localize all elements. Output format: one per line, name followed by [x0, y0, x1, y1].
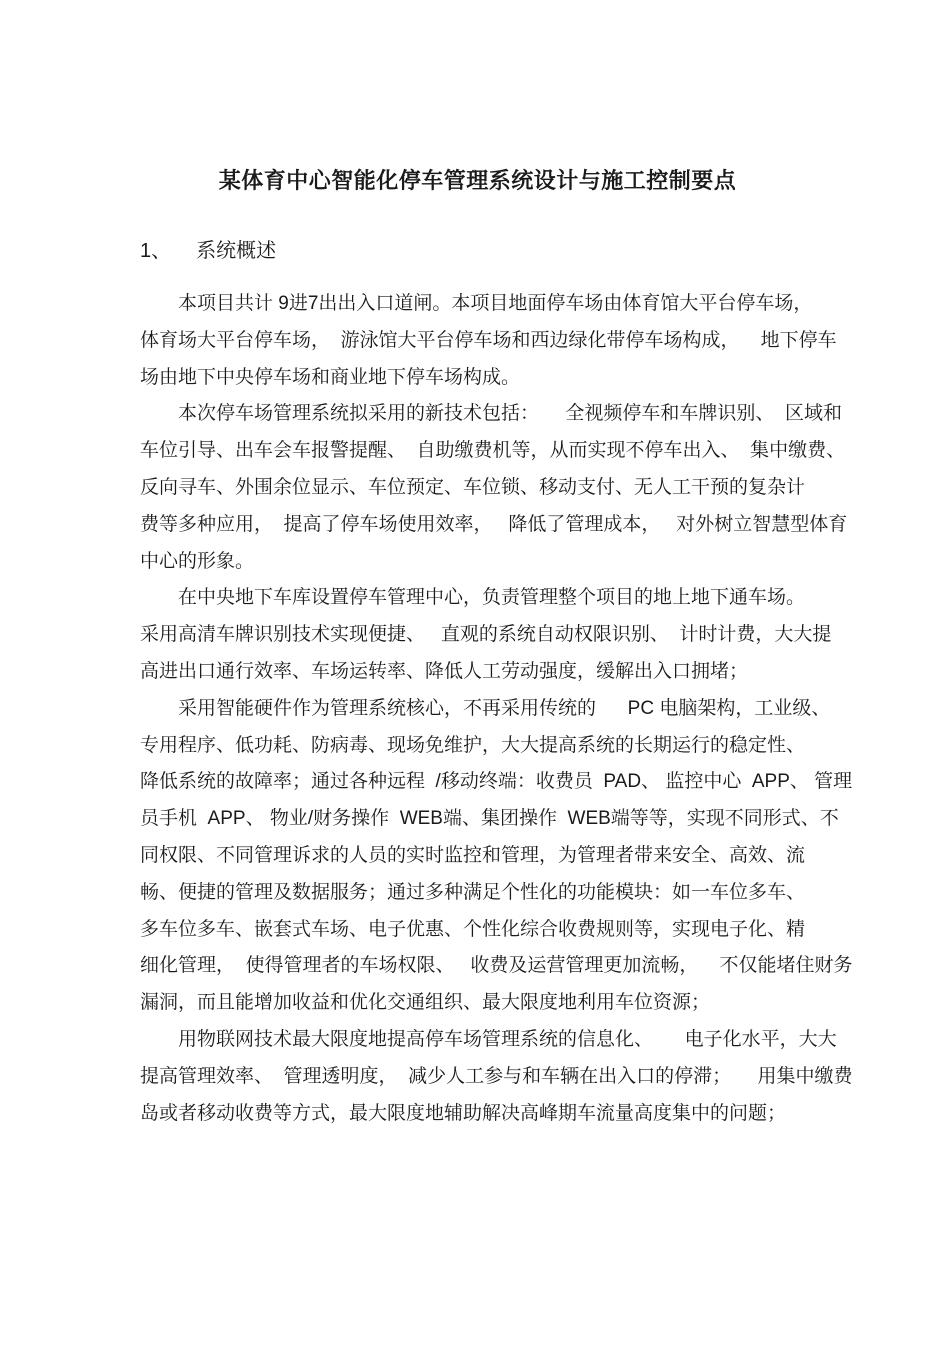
section-heading-text: 系统概述 — [196, 240, 277, 262]
text-line: 采用智能硬件作为管理系统核心，不再采用传统的 PC 电脑架构，工业级、 — [178, 697, 831, 719]
document-content — [140, 0, 853, 1132]
text-line: 细化管理， 使得管理者的车场权限、 收费及运营管理更加流畅， 不仅能堵住财务 — [140, 955, 853, 977]
paragraph — [140, 396, 848, 580]
paragraph — [140, 286, 837, 396]
text-line: 采用高清车牌识别技术实现便捷、 直观的系统自动权限识别、 计时计费，大大提 — [140, 624, 832, 646]
text-line: 反向寻车、外围余位显示、车位预定、车位锁、移动支付、无人工干预的复杂计 — [140, 476, 806, 498]
text-line: 中心的形象。 — [140, 550, 255, 572]
text-line: 同权限、不同管理诉求的人员的实时监控和管理，为管理者带来安全、高效、流 — [140, 844, 806, 866]
text-line: 车位引导、出车会车报警提醒、 自助缴费机等，从而实现不停车出入、 集中缴费、 — [140, 440, 846, 462]
text-line: 体育场大平台停车场， 游泳馆大平台停车场和西边绿化带停车场构成， 地下停车 — [140, 329, 837, 351]
paragraph — [140, 1022, 853, 1132]
text-line: 本次停车场管理系统拟采用的新技术包括： 全视频停车和车牌识别、 区域和 — [178, 403, 842, 425]
text-line: 员手机 APP、 物业/财务操作 WEB端、集团操作 WEB端等等，实现不同形式、不 — [140, 808, 839, 830]
text-line: 提高管理效率、 管理透明度， 减少人工参与和车辆在出入口的停滞； 用集中缴费 — [140, 1065, 853, 1087]
text-line: 在中央地下车库设置停车管理中心，负责管理整个项目的地上地下通车场。 — [178, 587, 806, 609]
text-line: 高进出口通行效率、车场运转率、降低人工劳动强度，缓解出入口拥堵； — [140, 660, 749, 682]
text-line: 多车位多车、嵌套式车场、电子优惠、个性化综合收费规则等，实现电子化、精 — [140, 918, 806, 940]
text-line: 岛或者移动收费等方式，最大限度地辅助解决高峰期车流量高度集中的问题； — [140, 1102, 787, 1124]
document-body — [140, 286, 853, 1132]
paragraph — [140, 691, 853, 1022]
text-line: 用物联网技术最大限度地提高停车场管理系统的信息化、 电子化水平，大大 — [178, 1028, 837, 1050]
text-line: 场由地下中央停车场和商业地下停车场构成。 — [140, 366, 521, 388]
section-heading — [140, 236, 815, 266]
text-line: 专用程序、低功耗、防病毒、现场免维护，大大提高系统的长期运行的稳定性、 — [140, 734, 806, 756]
text-line: 漏洞，而且能增加收益和优化交通组织、最大限度地利用车位资源； — [140, 992, 711, 1014]
text-line: 畅、便捷的管理及数据服务；通过多种满足个性化的功能模块：如一车位多车、 — [140, 881, 806, 903]
section-heading-number: 1、 — [140, 240, 172, 262]
text-line: 费等多种应用， 提高了停车场使用效率， 降低了管理成本， 对外树立智慧型体育 — [140, 513, 848, 535]
text-line: 本项目共计 9进7出出入口道闸。本项目地面停车场由体育馆大平台停车场， — [178, 293, 813, 314]
paragraph — [140, 580, 832, 690]
page-title: 某体育中心智能化停车管理系统设计与施工控制要点 — [218, 168, 737, 193]
text-line: 降低系统的故障率；通过各种远程 /移动终端：收费员 PAD、 监控中心 APP、 管理 — [140, 771, 853, 793]
